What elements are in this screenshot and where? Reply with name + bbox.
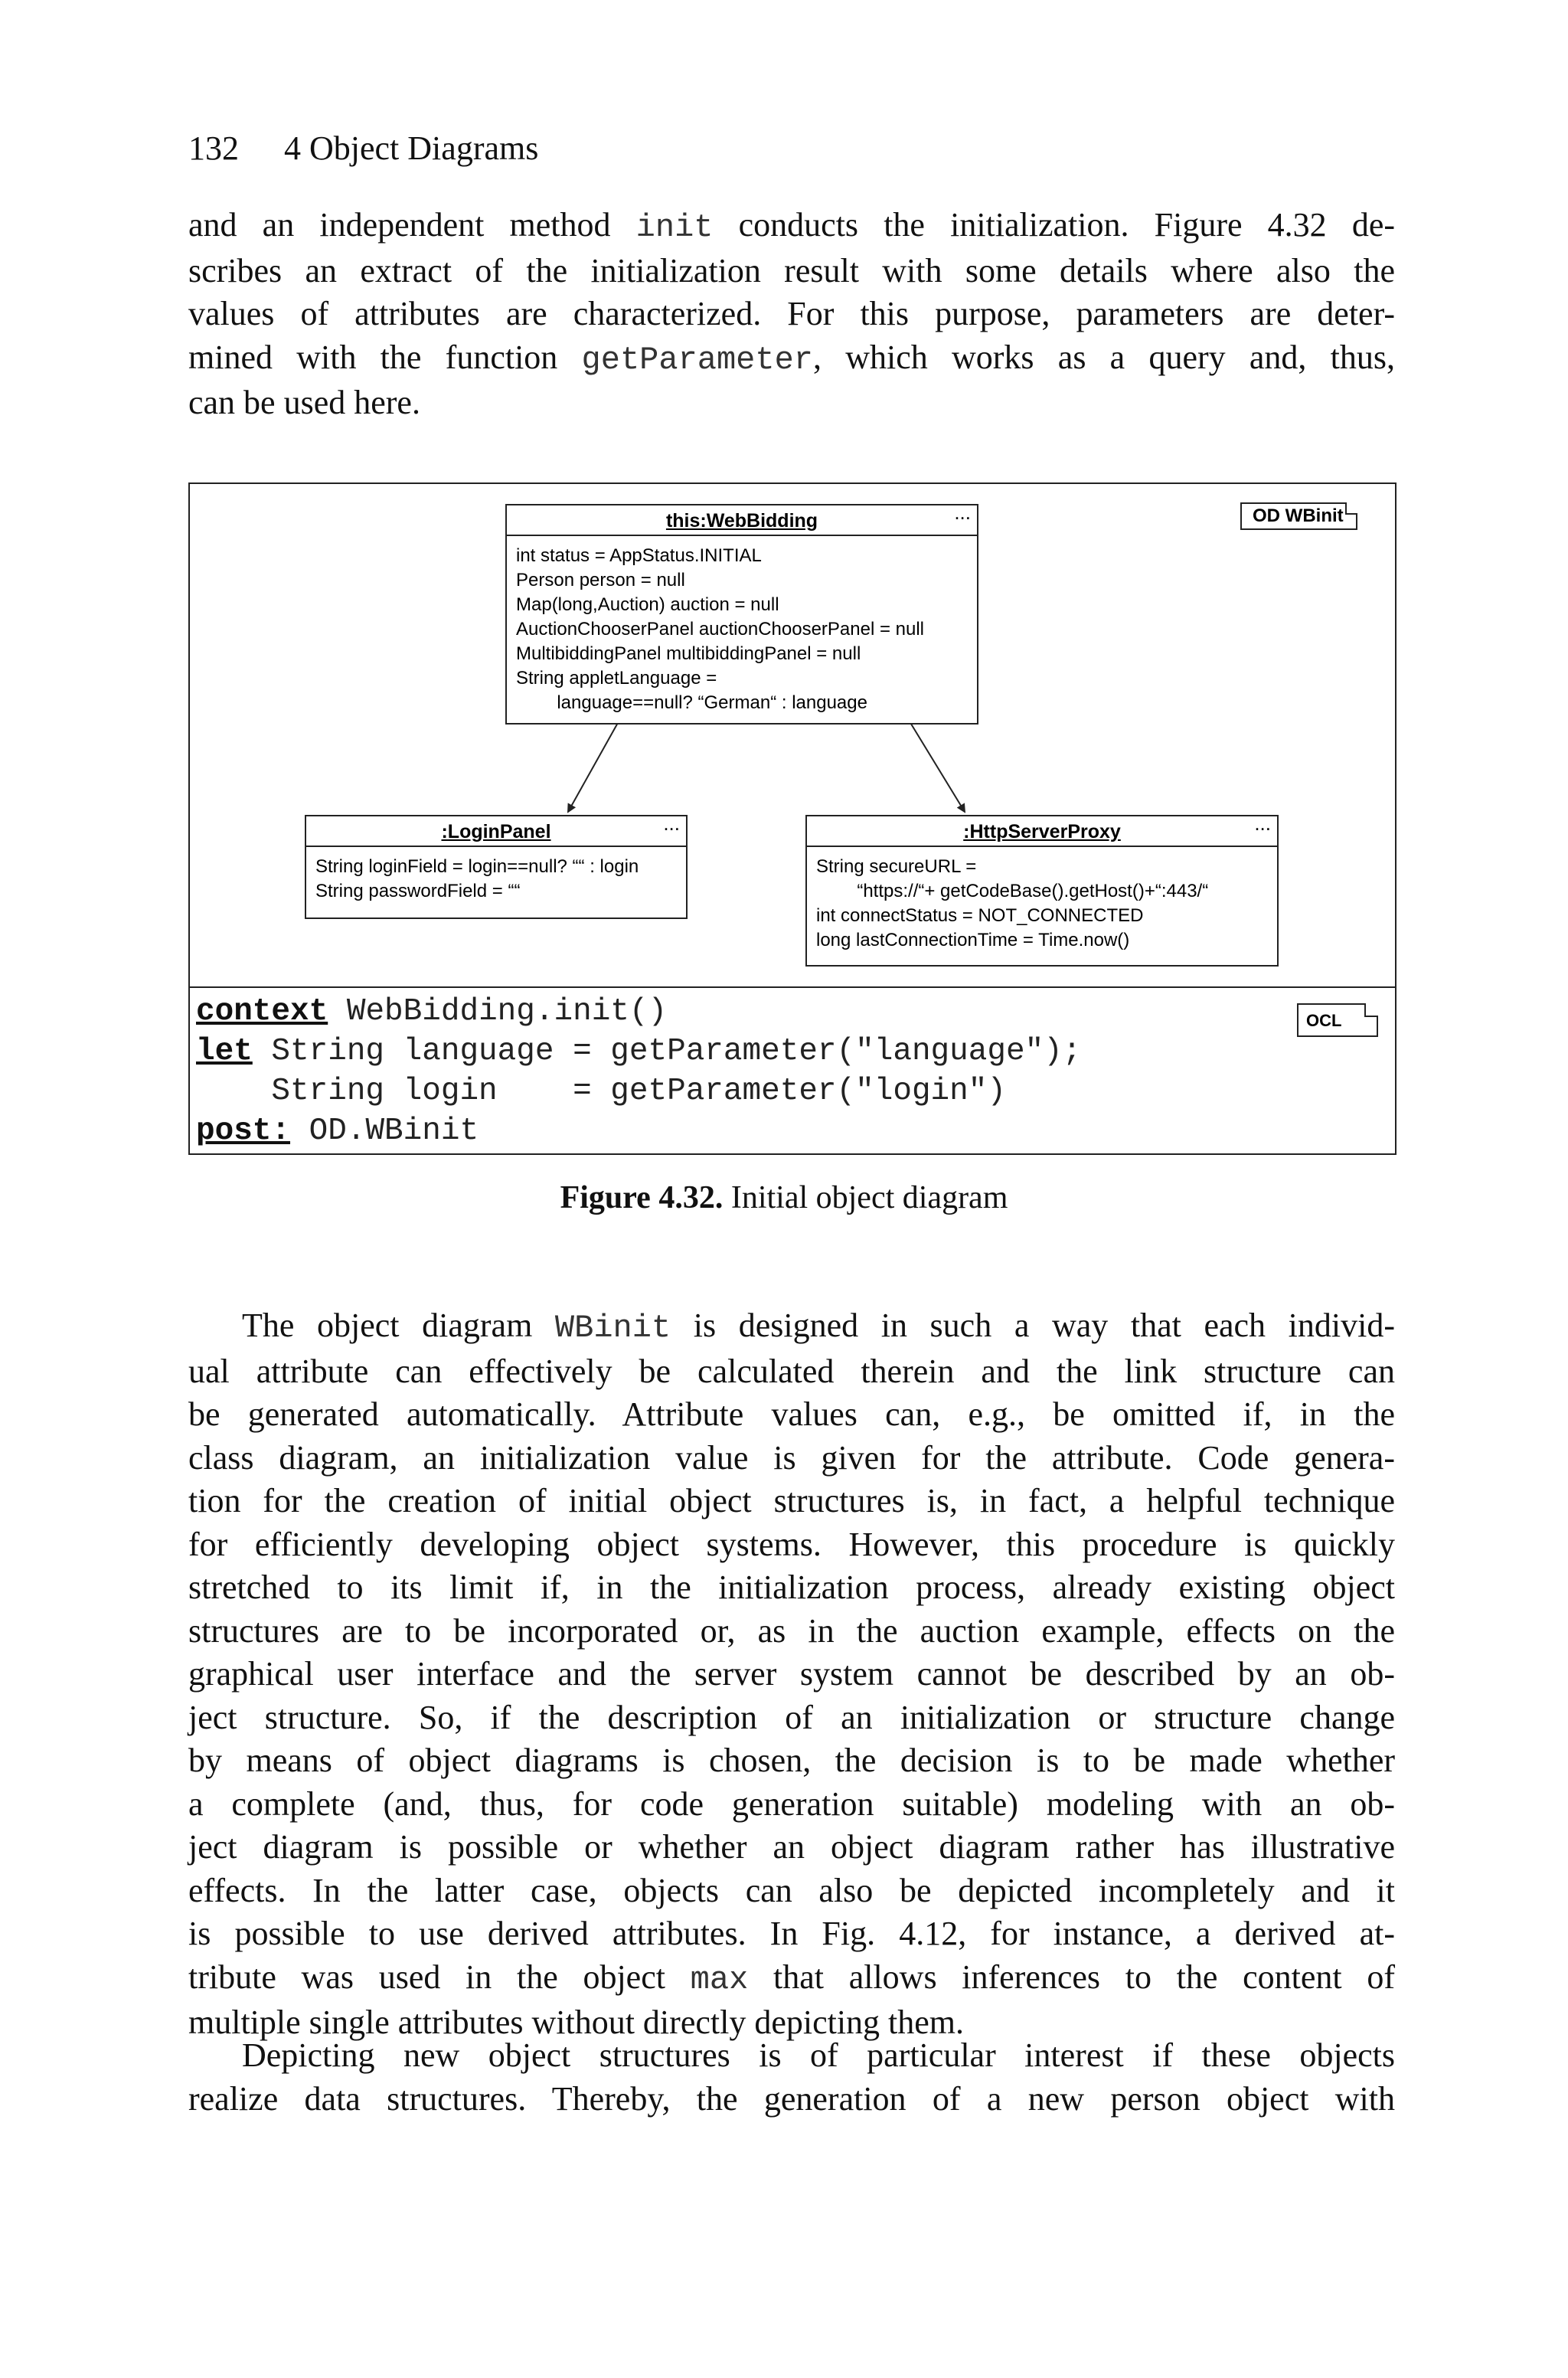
link-webbidding-loginpanel: [568, 721, 619, 812]
attribute-list: String loginField = login==null? ““ : login String passwordField = ““: [315, 856, 639, 901]
object-diagram-figure: [188, 482, 1396, 1155]
paragraph-wbinit: [188, 1304, 1395, 2045]
code-init: init: [635, 209, 714, 246]
text-line: by means of object diagrams is chosen, the decision is to be made whether: [188, 1742, 1395, 1779]
ocl-tag: OCL: [1297, 1003, 1378, 1037]
paragraph-data-structures: [188, 2034, 1395, 2121]
caption-label: Figure 4.32.: [560, 1180, 724, 1215]
running-header: [188, 129, 538, 168]
text-line: values of attributes are characterized. For this purpose, parameters are deter-: [188, 295, 1395, 332]
object-title: this:WebBidding: [507, 505, 977, 536]
text-line: effects. In the latter case, objects can also be depicted incompletely and it: [188, 1871, 1395, 1909]
text-line: tion for the creation of initial object structures is, in fact, a helpful technique: [188, 1482, 1395, 1519]
chapter-title: 4 Object Diagrams: [284, 129, 539, 167]
text-line: mined with the function getParameter, which works as a query and, thus,: [188, 338, 1395, 378]
object-title: :HttpServerProxy: [807, 816, 1277, 847]
text-line: Depicting new object structures is of particular interest if these objects: [242, 2036, 1395, 2074]
page-number: 132: [188, 129, 239, 167]
ocl-line: context WebBidding.init(): [196, 994, 668, 1029]
link-webbidding-httpserverproxy: [910, 721, 965, 812]
text-line: structures are to be incorporated or, as in the auction example, effects on the: [188, 1611, 1395, 1650]
attribute-list: String secureURL = “https://“+ getCodeBase().getHost()+“:443/“ int connectStatus = NOT_CONNECTED long lastConnectionTime = Time.now(): [816, 856, 1209, 950]
text-line: multiple single attributes without directly depicting them.: [188, 2003, 965, 2041]
code-max: max: [690, 1961, 749, 1998]
text-line: graphical user interface and the server system cannot be described by an ob-: [188, 1655, 1395, 1693]
text-line: class diagram, an initialization value is given for the attribute. Code genera-: [188, 1438, 1395, 1477]
attribute-list: int status = AppStatus.INITIAL Person person = null Map(long,Auction) auction = null AuctionChooserPanel auctionChooserPanel = null MultibiddingPanel multibiddingPanel = null String appletLanguage = language==null? “German“ : language: [516, 545, 925, 713]
text-line: ject diagram is possible or whether an object diagram rather has illustrative: [188, 1828, 1395, 1866]
ellipsis-icon: ...: [954, 501, 971, 524]
ocl-line: String login = getParameter("login"): [196, 1074, 1006, 1109]
ellipsis-icon: ...: [1254, 812, 1271, 835]
object-httpserverproxy: [805, 812, 1279, 967]
figure-caption: [0, 1179, 1568, 1216]
ellipsis-icon: ...: [663, 812, 680, 835]
text-line: for efficiently developing object systems. However, this procedure is quickly: [188, 1525, 1395, 1563]
text-line: tribute was used in the object max that allows inferences to the content of: [188, 1958, 1396, 1998]
paragraph-intro: [188, 204, 1395, 425]
text-line: scribes an extract of the initialization result with some details where also the: [188, 251, 1395, 289]
text-line: a complete (and, thus, for code generation suitable) modeling with an ob-: [188, 1784, 1395, 1823]
ocl-constraint: [190, 986, 1395, 1153]
text-line: be generated automatically. Attribute values can, e.g., be omitted if, in the: [188, 1395, 1395, 1433]
ocl-line: post: OD.WBinit: [196, 1114, 479, 1149]
text-line: ual attribute can effectively be calculated therein and the link structure can: [188, 1352, 1395, 1390]
text-line: realize data structures. Thereby, the generation of a new person object with: [188, 2079, 1395, 2118]
text-line: ject structure. So, if the description of an initialization or structure change: [188, 1698, 1395, 1736]
object-title: :LoginPanel: [306, 816, 686, 847]
text-line: and an independent method init conducts the initialization. Figure 4.32 de-: [188, 206, 1395, 246]
text-line: is possible to use derived attributes. In Fig. 4.12, for instance, a derived at-: [188, 1915, 1395, 1952]
object-webbidding: [505, 501, 978, 725]
caption-text: Initial object diagram: [723, 1180, 1008, 1215]
code-getparameter: getParameter: [581, 341, 813, 378]
text-line: can be used here.: [188, 384, 420, 421]
ocl-line: let String language = getParameter("language");: [196, 1034, 1082, 1069]
text-line: The object diagram WBinit is designed in such a way that each individ-: [242, 1307, 1395, 1346]
text-line: stretched to its limit if, in the initialization process, already existing object: [188, 1568, 1395, 1606]
object-loginpanel: [305, 812, 688, 919]
code-wbinit: WBinit: [554, 1310, 671, 1346]
diagram-tag: OD WBinit: [1240, 502, 1357, 530]
